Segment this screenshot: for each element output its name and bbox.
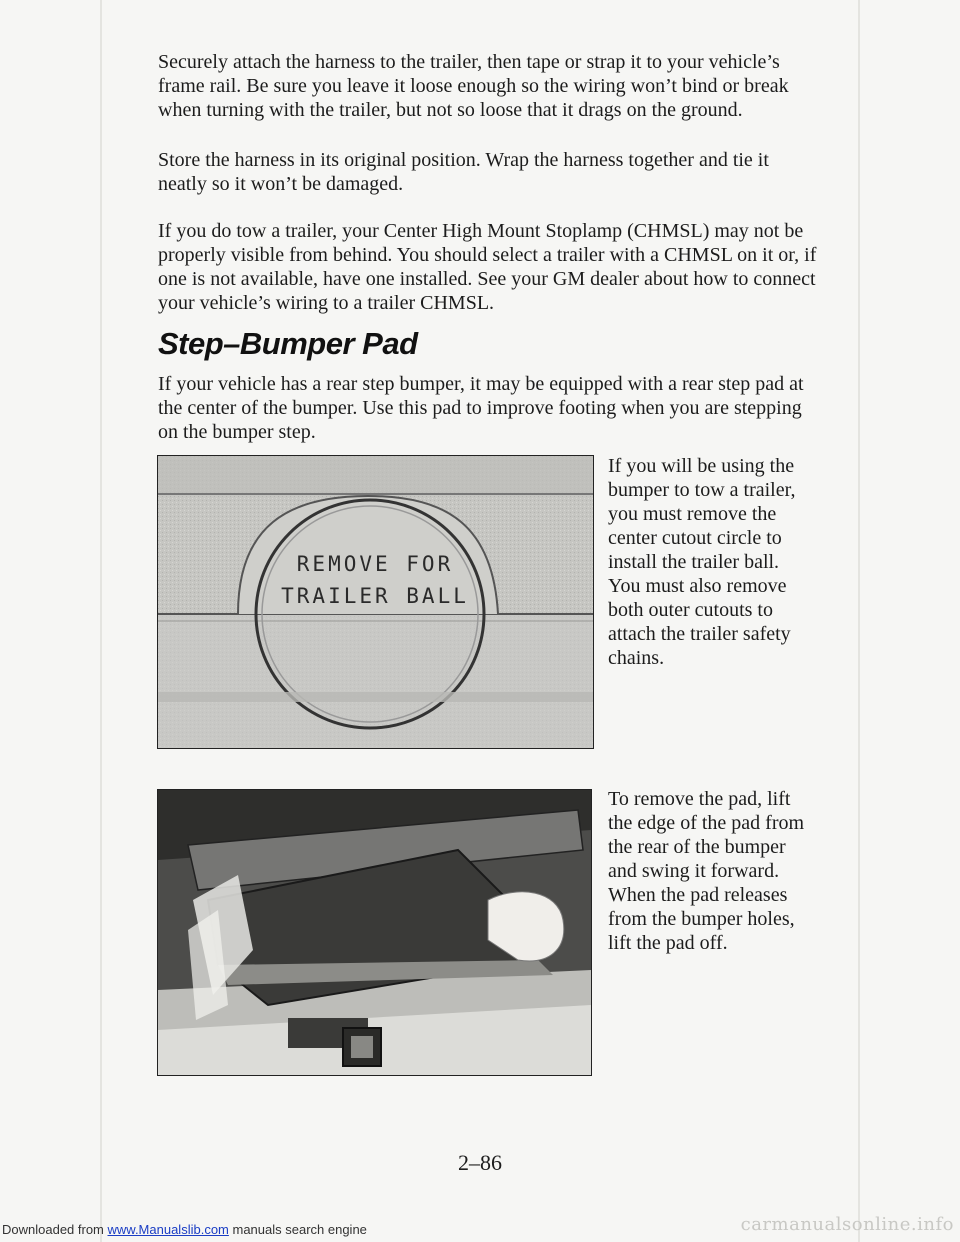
- site-watermark: carmanualsonline.info: [740, 1214, 954, 1235]
- pad-removal-photo: [157, 789, 592, 1076]
- pad-removal-illustration: [158, 790, 591, 1075]
- page-edge-left: [100, 0, 102, 1242]
- figure-1-caption: If you will be using the bumper to tow a trailer, you must remove the center cutout circle to install the trailer ball. You must also remove both outer cutouts to attach the trailer safety chains.: [608, 455, 796, 669]
- manualslib-link[interactable]: www.Manualslib.com: [107, 1222, 229, 1237]
- footer-suffix: manuals search engine: [228, 1222, 367, 1237]
- paragraph-harness-store: Store the harness in its original position. Wrap the harness together and tie it neatly so it won’t be damaged.: [158, 149, 769, 195]
- paragraph-chmsl: If you do tow a trailer, your Center High Mount Stoplamp (CHMSL) may not be properly visible from behind. You should select a trailer with a CHMSL on it or, if one is not available, have one installed. See your GM dealer about how to connect your vehicle’s wiring to a trailer CHMSL.: [158, 220, 817, 314]
- paragraph-step-pad-intro: If your vehicle has a rear step bumper, it may be equipped with a rear step pad at the center of the bumper. Use this pad to improve footing when you are stepping on the bumper step.: [158, 373, 804, 443]
- figure-2-caption: To remove the pad, lift the edge of the pad from the rear of the bumper and swing it forward. When the pad releases from the bumper holes, lift the pad off.: [608, 788, 805, 954]
- step-pad-cutout-photo: [157, 455, 594, 749]
- paragraph-harness-attach: Securely attach the harness to the trailer, then tape or strap it to your vehicle’s frame rail. Be sure you leave it loose enough so the wiring won’t bind or break when turning with the trailer, but not so loose that it drags on the ground.: [158, 51, 789, 121]
- page-number: 2–86: [458, 1150, 502, 1175]
- footer-prefix: Downloaded from: [2, 1222, 108, 1237]
- cutout-label: [270, 548, 480, 612]
- cutout-label-line-2: TRAILER BALL: [281, 584, 469, 608]
- cutout-label-line-1: REMOVE FOR: [296, 552, 454, 576]
- page-edge-right: [858, 0, 860, 1242]
- section-heading: Step–Bumper Pad: [158, 326, 418, 361]
- download-footer: [2, 1222, 367, 1237]
